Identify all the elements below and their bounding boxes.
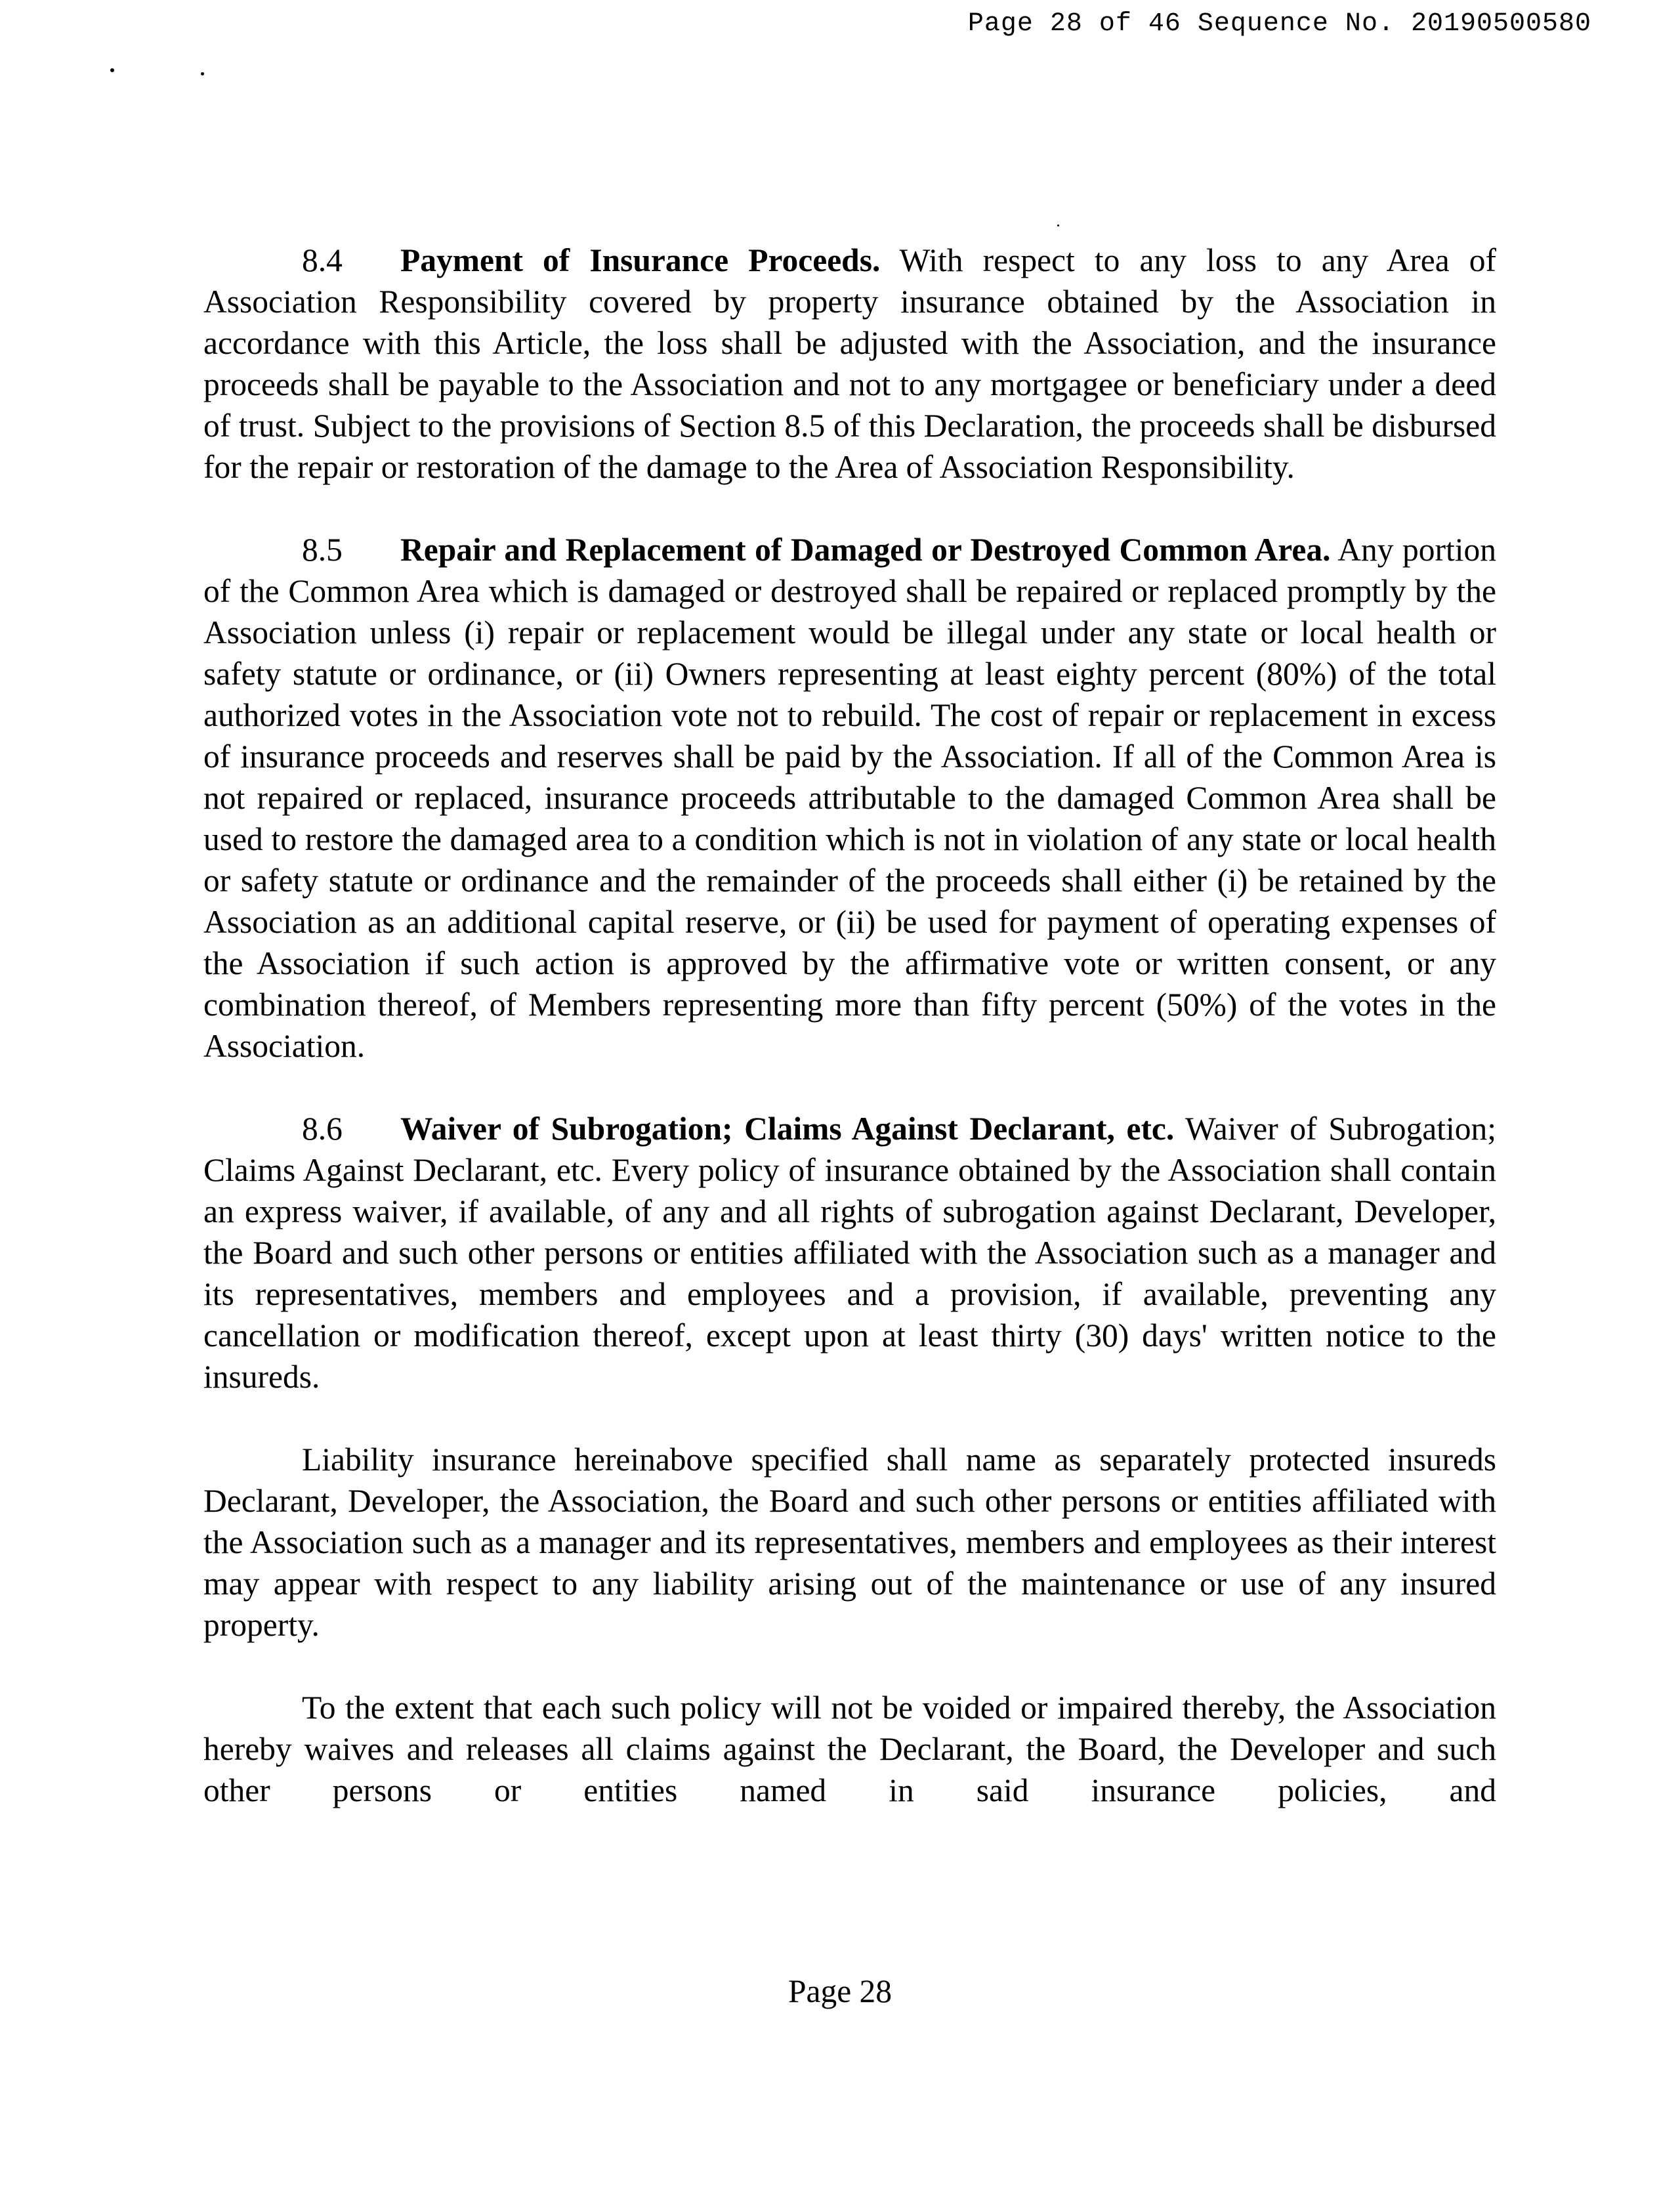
document-body xyxy=(203,240,1496,1811)
waiver-release-paragraph xyxy=(203,1687,1496,1811)
section-8-4 xyxy=(203,240,1496,488)
section-title: Waiver of Subrogation; Claims Against Declarant, etc. xyxy=(400,1111,1175,1147)
section-number: 8.5 xyxy=(302,532,343,568)
section-text: Waiver of Subrogation; Claims Against Declarant, etc. Every policy of insurance obtained by the Association shall contain an express waiver, if available, of any and all rights of subrogation against Declarant, Developer, the Board and such other persons or entities affiliated with the Association such as a manager and its representatives, members and employees and a provision, if available, preventing any cancellation or modification thereof, except upon at least thirty (30) days' written notice to the insureds. xyxy=(203,1111,1497,1395)
header-stamp: Page 28 of 46 Sequence No. 20190500580 xyxy=(967,9,1591,39)
paragraph-text: Liability insurance hereinabove specified shall name as separately protected insureds Declarant, Developer, the Association, the Board and such other persons or entities affiliated with the Association such as a manager and its representatives, members and employees as their interest may appear with respect to any liability arising out of the maintenance or use of any insured property. xyxy=(203,1441,1496,1643)
section-text: With respect to any loss to any Area of Association Responsibility covered by property insurance obtained by the Association in accordance with this Article, the loss shall be adjusted with the Association, and the insurance proceeds shall be payable to the Association and not to any mortgagee or beneficiary under a deed of trust. Subject to the provisions of Section 8.5 of this Declaration, the proceeds shall be disbursed for the repair or restoration of the damage to the Area of Association Responsibility. xyxy=(203,242,1496,485)
scan-speck xyxy=(110,68,114,72)
scan-speck xyxy=(201,72,204,75)
section-8-6 xyxy=(203,1108,1496,1397)
section-title: Payment of Insurance Proceeds. xyxy=(400,242,881,278)
section-number: 8.6 xyxy=(302,1111,343,1147)
paragraph-text: To the extent that each such policy will not be voided or impaired thereby, the Association hereby waives and releases all claims against the Declarant, the Board, the Developer and such other persons or entities named in said insurance policies, and xyxy=(203,1690,1496,1808)
section-text: Any portion of the Common Area which is damaged or destroyed shall be repaired or replaced promptly by the Association unless (i) repair or replacement would be illegal under any state or local health or safety statute or ordinance, or (ii) Owners representing at least eighty percent (80%) of the total authorized votes in the Association vote not to rebuild. The cost of repair or replacement in excess of insurance proceeds and reserves shall be paid by the Association. If all of the Common Area is not repaired or replaced, insurance proceeds attributable to the damaged Common Area shall be used to restore the damaged area to a condition which is not in violation of any state or local health or safety statute or ordinance and the remainder of the proceeds shall either (i) be retained by the Association as an additional capital reserve, or (ii) be used for payment of operating expenses of the Association if such action is approved by the affirmative vote or written consent, or any combination thereof, of Members representing more than fifty percent (50%) of the votes in the Association. xyxy=(203,532,1496,1064)
section-8-5 xyxy=(203,529,1496,1067)
page-number-footer: Page 28 xyxy=(788,1973,892,2009)
liability-insurance-paragraph xyxy=(203,1439,1496,1646)
section-title: Repair and Replacement of Damaged or Destroyed Common Area. xyxy=(400,532,1331,568)
section-number: 8.4 xyxy=(302,242,343,278)
scan-speck xyxy=(1057,224,1059,226)
